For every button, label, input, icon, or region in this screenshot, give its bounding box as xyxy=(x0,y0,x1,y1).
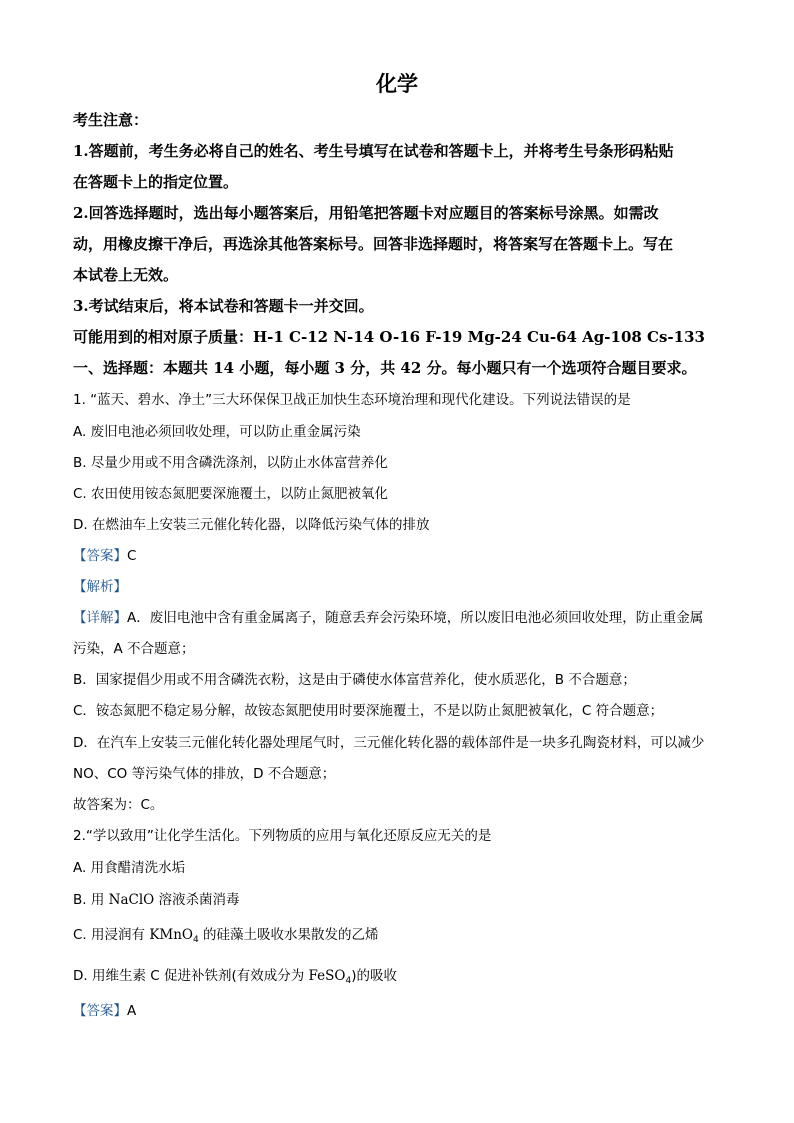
q2-option-b-suffix: 溶液杀菌消毒 xyxy=(154,892,240,908)
notice-item-1-line-1: 1.答题前，考生务必将自己的姓名、考生号填写在试卷和答题卡上，并将考生号条形码粘贴 xyxy=(73,142,674,160)
page-title: 化学 xyxy=(376,72,418,96)
q2-option-a: A. 用食醋清洗水垢 xyxy=(73,860,186,876)
q2-answer-label: 【答案】 xyxy=(73,1003,127,1019)
q2-option-b xyxy=(73,890,240,910)
q2-option-b-formula: NaClO xyxy=(108,892,155,908)
q2-option-d-prefix: D. 用维生素 C 促进补铁剂(有效成分为 xyxy=(73,968,309,984)
notice-item-2-line-1: 2.回答选择题时，选出每小题答案后，用铅笔把答题卡对应题目的答案标号涂黑。如需改 xyxy=(73,204,659,222)
q2-option-c xyxy=(73,925,379,950)
q2-option-c-subscript: 4 xyxy=(192,935,199,945)
q1-detail-b: B．国家提倡少用或不用含磷洗衣粉，这是由于磷使水体富营养化，使水质恶化，B 不合题意； xyxy=(73,672,636,688)
q1-detail-c: C．铵态氮肥不稳定易分解，故铵态氮肥使用时要深施覆土，不是以防止氮肥被氧化，C 符合题意； xyxy=(73,703,664,719)
q1-answer xyxy=(73,546,136,566)
q1-answer-label: 【答案】 xyxy=(73,548,127,564)
q2-option-d-subscript: 4 xyxy=(345,976,352,986)
notice-item-2-line-3: 本试卷上无效。 xyxy=(73,266,179,284)
q1-option-b: B. 尽量少用或不用含磷洗涤剂，以防止水体富营养化 xyxy=(73,455,388,471)
notice-item-1-line-2: 在答题卡上的指定位置。 xyxy=(73,173,239,191)
q2-option-c-suffix: 的硅藻土吸收水果散发的乙烯 xyxy=(198,927,379,943)
q2-option-c-formula: KMnO xyxy=(149,927,193,943)
q2-option-c-prefix: C. 用浸润有 xyxy=(73,927,150,943)
q1-option-d: D. 在燃油车上安装三元催化转化器，以降低污染气体的排放 xyxy=(73,517,430,533)
q1-detail-a-text: A．废旧电池中含有重金属离子，随意丢弃会污染环境，所以废旧电池必须回收处理，防止重金属 xyxy=(127,610,704,626)
q1-stem: 1. “蓝天、碧水、净土”三大环保保卫战正加快生态环境治理和现代化建设。下列说法错误的是 xyxy=(73,392,631,408)
q2-option-d xyxy=(73,966,397,991)
q1-answer-value: C xyxy=(127,548,137,564)
q1-detail-d-line-2: NO、CO 等污染气体的排放，D 不合题意； xyxy=(73,766,336,782)
q2-option-d-suffix: )的吸收 xyxy=(351,968,397,984)
q2-answer-value: A xyxy=(127,1003,137,1019)
notice-item-2-line-2: 动，用橡皮擦干净后，再选涂其他答案标号。回答非选择题时，将答案写在答题卡上。写在 xyxy=(73,235,674,253)
section-1-heading: 一、选择题：本题共 14 小题，每小题 3 分，共 42 分。每小题只有一个选项符合题目要求。 xyxy=(73,359,697,377)
q1-option-c: C. 农田使用铵态氮肥要深施覆土，以防止氮肥被氧化 xyxy=(73,486,389,502)
q1-option-a: A. 废旧电池必须回收处理，可以防止重金属污染 xyxy=(73,424,361,440)
atomic-masses: 可能用到的相对原子质量：H-1 C-12 N-14 O-16 F-19 Mg-24 Cu-64 Ag-108 Cs-133 xyxy=(73,328,705,346)
q1-analysis-label-text: 【解析】 xyxy=(73,579,127,595)
q1-detail-d-line-1: D．在汽车上安装三元催化转化器处理尾气时，三元催化转化器的载体部件是一块多孔陶瓷材料，可以减少 xyxy=(73,735,705,751)
q1-detail-a-line-2: 污染，A 不合题意； xyxy=(73,641,195,657)
q1-conclusion: 故答案为：C。 xyxy=(73,797,164,813)
q2-option-b-prefix: B. 用 xyxy=(73,892,109,908)
notice-heading: 考生注意： xyxy=(73,111,149,129)
notice-item-3: 3.考试结束后，将本试卷和答题卡一并交回。 xyxy=(73,297,374,315)
q2-option-d-formula: FeSO xyxy=(308,968,346,984)
q2-answer xyxy=(73,1001,136,1021)
q1-detail-label: 【详解】 xyxy=(73,610,127,626)
q2-stem: 2.“学以致用”让化学生活化。下列物质的应用与氧化还原反应无关的是 xyxy=(73,828,492,844)
q1-detail-a-line-1 xyxy=(73,608,703,628)
q1-analysis-label xyxy=(73,577,127,597)
